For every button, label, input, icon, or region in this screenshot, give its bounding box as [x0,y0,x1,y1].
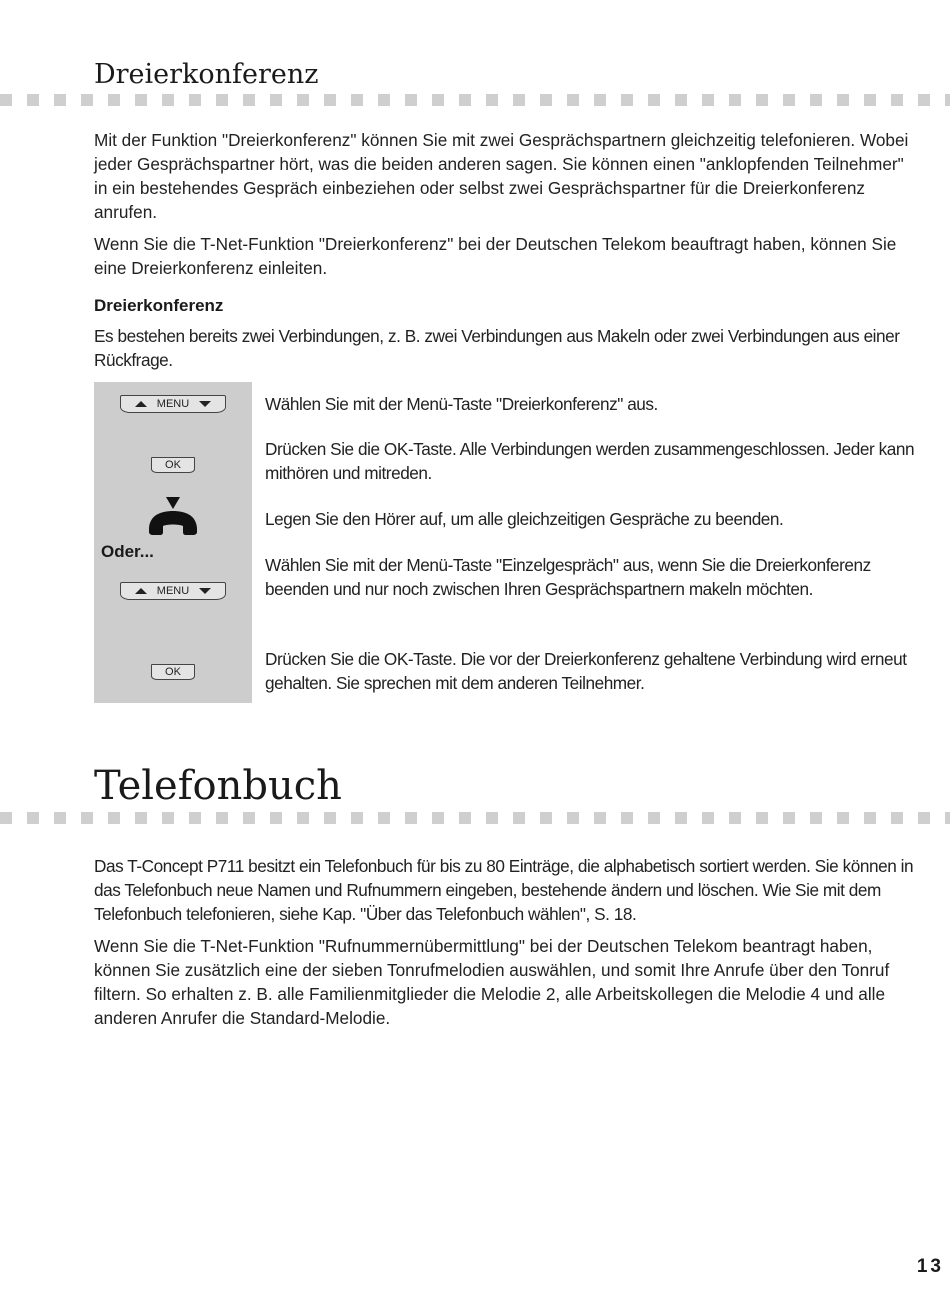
menu-key-label: MENU [156,585,190,597]
arrow-down-icon [199,401,211,407]
key-illustration-panel [94,382,252,703]
oder-label: Oder... [101,542,154,561]
intro-paragraph-1: Mit der Funktion "Dreierkonferenz" können Sie mit zwei Gesprächspartnern gleichzeitig telefonieren. Wobei jeder Gesprächspartner hört, was die beiden anderen sagen. Sie können einen "anklopfenden Teilnehmer" in ein bestehendes Gespräch einbeziehen oder selbst zwei Gesprächspartner für die Dreierkonferenz anrufen. [94,130,909,222]
step-text: Drücken Sie die OK-Taste. Alle Verbindungen werden zusammengeschlossen. Jeder kann mithören und mitreden. [265,439,915,483]
step-text: Drücken Sie die OK-Taste. Die vor der Dreierkonferenz gehaltene Verbindung wird erneut gehalten. Sie sprechen mit dem anderen Teilnehmer. [265,649,907,693]
dotted-rule [0,812,950,824]
subheading-dreierkonferenz: Dreierkonferenz [94,296,224,315]
arrow-up-icon [135,588,147,594]
menu-key-label: MENU [156,398,190,410]
arrow-down-icon [199,588,211,594]
step-text: Wählen Sie mit der Menü-Taste "Dreierkonferenz" aus. [265,394,658,414]
menu-key [120,395,226,413]
section-title-dreierkonferenz: Dreierkonferenz [94,59,319,90]
section-title-telefonbuch: Telefonbuch [94,763,342,809]
hang-up-handset-icon [146,495,200,535]
telefonbuch-paragraph-1: Das T-Concept P711 besitzt ein Telefonbuch für bis zu 80 Einträge, die alphabetisch sortiert werden. Sie können in das Telefonbuch neue Namen und Rufnummern eingeben, bestehende ändern und löschen. Wie Sie mit dem Telefonbuch telefonieren, siehe Kap. "Über das Telefonbuch wählen", S. 18. [94,856,914,924]
ok-key-label: OK [165,666,181,678]
arrow-up-icon [135,401,147,407]
menu-key [120,582,226,600]
page-number: 13 [916,1256,944,1277]
step-text: Wählen Sie mit der Menü-Taste "Einzelgespräch" aus, wenn Sie die Dreierkonferenz beenden und nur noch zwischen Ihren Gesprächspartnern makeln möchten. [265,555,871,599]
ok-key-label: OK [165,459,181,471]
intro-paragraph-2: Wenn Sie die T-Net-Funktion "Dreierkonferenz" bei der Deutschen Telekom beauftragt haben, können Sie eine Dreierkonferenz einleiten. [94,234,897,278]
ok-key [151,457,195,473]
ok-key [151,664,195,680]
step-text: Legen Sie den Hörer auf, um alle gleichzeitigen Gespräche zu beenden. [265,509,784,529]
dotted-rule [0,94,950,106]
precondition-paragraph: Es bestehen bereits zwei Verbindungen, z. B. zwei Verbindungen aus Makeln oder zwei Verbindungen aus einer Rückfrage. [94,326,900,370]
telefonbuch-paragraph-2: Wenn Sie die T-Net-Funktion "Rufnummernübermittlung" bei der Deutschen Telekom beantragt haben, können Sie zusätzlich eine der sieben Tonrufmelodien auswählen, und somit Ihre Anrufe über den Tonruf filtern. So erhalten z. B. alle Familienmitglieder die Melodie 2, alle Arbeitskollegen die Melodie 4 und alle anderen Anrufer die Standard-Melodie. [94,936,890,1028]
